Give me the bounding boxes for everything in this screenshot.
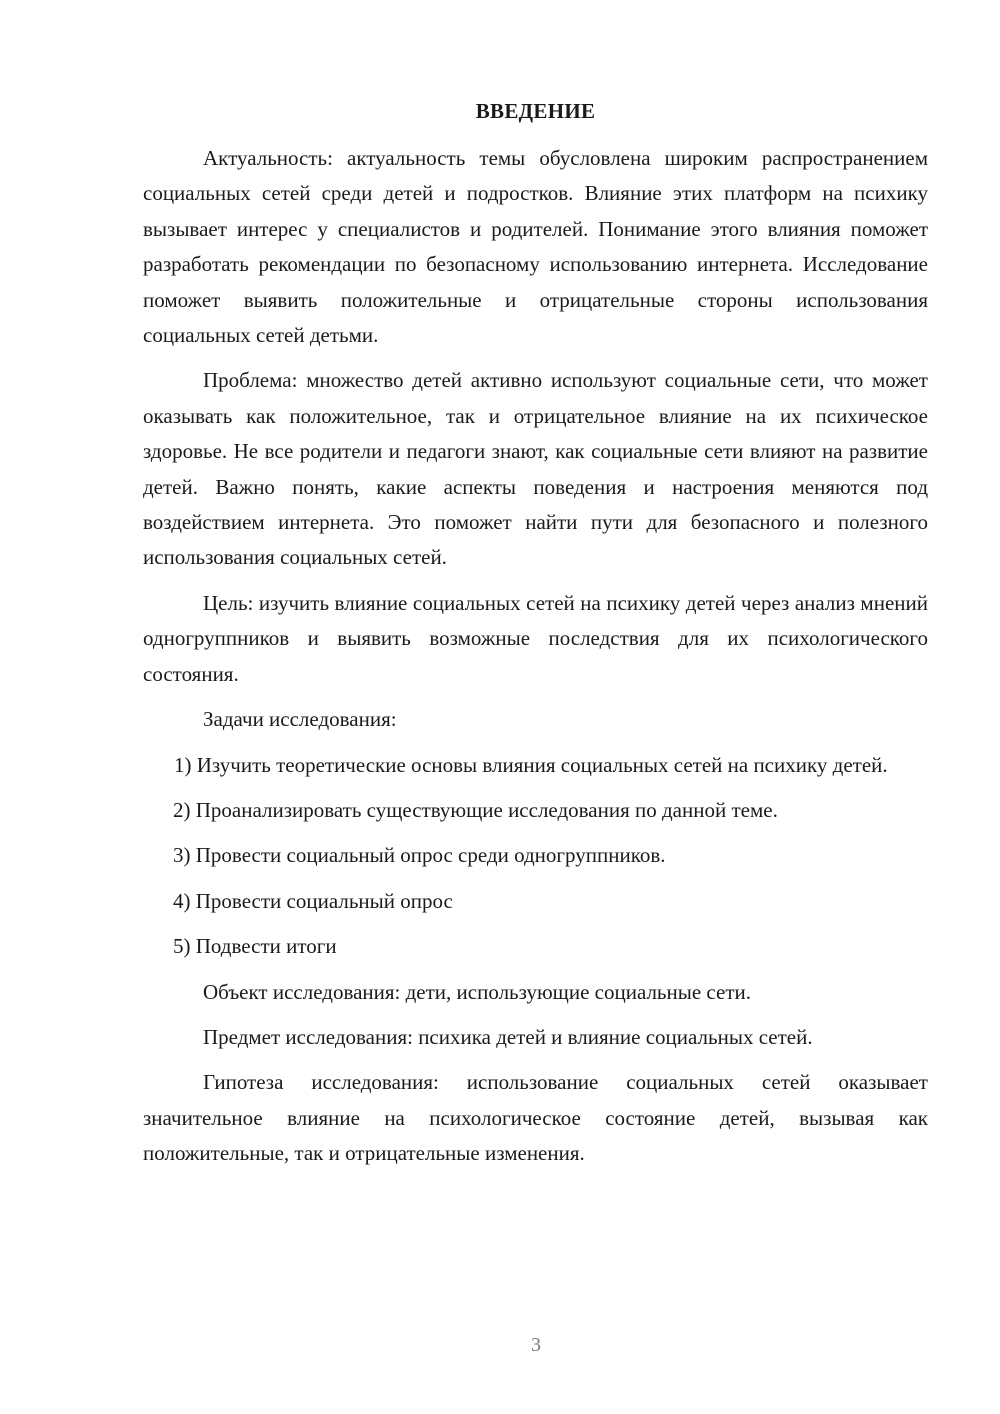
paragraph-object: Объект исследования: дети, использующие социальные сети. [203, 979, 751, 1004]
task-item-3: 3) Провести социальный опрос среди одногруппников. [173, 843, 666, 868]
document-page [143, 94, 928, 1172]
paragraph-goal: Цель: изучить влияние социальных сетей на психику детей через анализ мнений одногруппников и выявить возможные последствия для их психологического состояния. [143, 590, 928, 686]
paragraph-relevance: Актуальность: актуальность темы обусловлена широким распространением социальных сетей среди детей и подростков. Влияние этих платформ на психику вызывает интерес у специалистов и родителей. Понимание этого влияния поможет разработать рекомендации по безопасному использованию интернета. Исследование поможет выявить положительные и отрицательные стороны использования социальных сетей детьми. [143, 146, 928, 348]
section-heading: ВВЕДЕНИЕ [475, 99, 596, 123]
task-item-1: 1) Изучить теоретические основы влияния социальных сетей на психику детей. [174, 752, 888, 777]
task-item-4: 4) Провести социальный опрос [173, 888, 453, 913]
paragraph-subject: Предмет исследования: психика детей и влияние социальных сетей. [203, 1024, 813, 1049]
paragraph-tasks-title: Задачи исследования: [203, 707, 397, 732]
task-item-2: 2) Проанализировать существующие исследования по данной теме. [173, 797, 778, 822]
paragraph-problem: Проблема: множество детей активно используют социальные сети, что может оказывать как положительное, так и отрицательное влияние на их психическое здоровье. Не все родители и педагоги знают, как социальные сети влияют на развитие детей. Важно понять, какие аспекты поведения и настроения меняются под воздействием интернета. Это поможет найти пути для безопасного и полезного использования социальных сетей. [143, 368, 928, 570]
page-number: 3 [531, 1334, 541, 1356]
paragraph-hypothesis: Гипотеза исследования: использование социальных сетей оказывает значительное влияние на психологическое состояние детей, вызывая как положительные, так и отрицательные изменения. [143, 1070, 928, 1166]
task-item-5: 5) Подвести итоги [173, 934, 337, 959]
